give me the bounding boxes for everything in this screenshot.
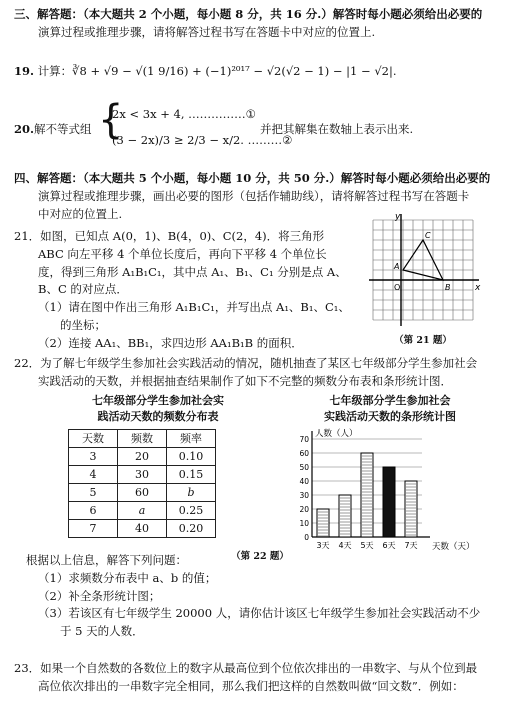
- header-days: 天数: [69, 429, 118, 447]
- cell: 4: [69, 465, 118, 483]
- cell: 5: [69, 484, 118, 502]
- cell: a: [118, 502, 167, 520]
- x-tick-label: 4天: [338, 540, 352, 550]
- section-3-line1: 三、解答题：（本大题共 2 个小题，每小题 8 分，共 16 分.）解答时每小题必须给出必要的: [14, 7, 483, 21]
- point-a-label: A: [394, 262, 400, 271]
- y-tick-label: 60: [299, 448, 309, 458]
- table-row: [69, 502, 216, 520]
- q20-post: 并把其解集在数轴上表示出来.: [260, 122, 414, 136]
- q22-line2: 实践活动的天数，并根据抽查结果制作了如下不完整的频数分布表和条形统计图．: [38, 373, 452, 388]
- origin-label: O: [394, 283, 401, 292]
- q22-after: 根据以上信息，解答下列问题：: [26, 553, 187, 567]
- cell: 60: [118, 484, 167, 502]
- cell: 0.25: [167, 502, 216, 520]
- y-tick-label: 20: [299, 504, 309, 514]
- y-tick-label: 30: [299, 490, 309, 500]
- y-tick-label: 0: [304, 532, 309, 542]
- frequency-table-block: [68, 393, 248, 538]
- bar-7-days: [405, 481, 417, 537]
- question-23: [14, 660, 508, 696]
- cell: 30: [118, 465, 167, 483]
- question-21: [14, 228, 364, 353]
- table-header-row: [69, 429, 216, 447]
- x-axis-label: x: [475, 283, 481, 293]
- y-tick-label: 40: [299, 476, 309, 486]
- q22-sub3b: 于 5 天的人数．: [60, 624, 144, 639]
- question-20: [14, 97, 514, 156]
- x-tick-label: 3天: [316, 540, 330, 550]
- header-rate: 频率: [167, 429, 216, 447]
- chart-title-1: 七年级部分学生参加社会: [329, 394, 451, 407]
- section-3-line2: 演算过程或推理步骤，请将解答过程书写在答题卡中对应的位置上.: [38, 24, 376, 39]
- brace: {: [98, 97, 124, 143]
- point-b-label: B: [445, 283, 451, 292]
- y-axis-label: y: [395, 212, 401, 222]
- q22-sub1: （1）求频数分布表中 a、b 的值；: [38, 570, 217, 585]
- section-4-line3: 中对应的位置上.: [38, 206, 123, 221]
- table-title-1: 七年级部分学生参加社会实: [92, 394, 224, 407]
- q21-caption: （第 21 题）: [394, 334, 452, 346]
- q23-line1: 23．如果一个自然数的各数位上的数字从最高位到个位依次排出的一串数字、与从个位到最: [14, 661, 478, 675]
- q22-sub2: （2）补全条形统计图；: [38, 588, 161, 603]
- table-row: [69, 465, 216, 483]
- cell: 0.20: [167, 520, 216, 538]
- q21-figure: [363, 210, 513, 350]
- cell: 3: [69, 447, 118, 465]
- cell: 7: [69, 520, 118, 538]
- frequency-table: [68, 429, 216, 538]
- section-4-line1: 四、解答题：（本大题共 5 个小题，每小题 10 分，共 50 分.）解答时每小题必须给出必要的: [14, 171, 491, 185]
- bar-6-days: [383, 467, 395, 537]
- q20-eq1: 2x < 3x + 4, ……………①: [112, 107, 256, 121]
- y-tick-label: 70: [299, 434, 309, 444]
- x-tick-label: 7天: [404, 540, 418, 550]
- cell: 6: [69, 502, 118, 520]
- cell: 20: [118, 447, 167, 465]
- cell: 40: [118, 520, 167, 538]
- y-axis-title: 人数（人）: [315, 428, 358, 439]
- q21-line4: B、C 的对应点．: [38, 282, 128, 297]
- coordinate-grid: [363, 210, 483, 328]
- q21-line1: 21．如图，已知点 A(0，1)、B(4，0)、C(2，4)．将三角形: [14, 229, 325, 243]
- q21-line3: 度，得到三角形 A₁B₁C₁，其中点 A₁、B₁、C₁ 分别是点 A、: [38, 264, 347, 279]
- bar-chart-block: [290, 393, 510, 565]
- q20-prefix: 解不等式组: [34, 122, 92, 136]
- table-row: [69, 484, 216, 502]
- q23-line2: 高位依次排出的一串数字完全相同，那么我们把这样的自然数叫做“回文数”．例如：: [38, 678, 464, 693]
- q19-text: 计算：∛8 + √9 − √(1 9/16) + (−1)²⁰¹⁷ − √2(√2 − 1) − |1 − √2|.: [37, 64, 397, 78]
- q21-sub1: （1）请在图中作出三角形 A₁B₁C₁，并写出点 A₁、B₁、C₁、: [38, 300, 350, 315]
- q22-sub3: （3）若该区有七年级学生 20000 人，请你估计该区七年级学生参加社会实践活动不少: [38, 606, 481, 621]
- q19-number: 19.: [14, 64, 35, 78]
- q20-eq2: (3 − 2x)/3 ≥ 2/3 − x/2. ………②: [112, 133, 293, 147]
- bar-chart: [290, 425, 510, 555]
- section-3-header: [14, 6, 508, 42]
- cell: 0.10: [167, 447, 216, 465]
- cell: b: [167, 484, 216, 502]
- q22-caption: （第 22 题）: [231, 551, 289, 562]
- question-22: [14, 355, 508, 391]
- y-tick-label: 10: [299, 518, 309, 528]
- x-axis-title: 天数（天）: [432, 541, 475, 552]
- section-4-line2: 演算过程或推理步骤，画出必要的图形（包括作辅助线），请将解答过程书写在答题卡: [38, 188, 470, 203]
- q22-line1: 22．为了解七年级学生参加社会实践活动的情况，随机抽查了某区七年级部分学生参加社会: [14, 356, 478, 370]
- x-tick-label: 6天: [382, 540, 396, 550]
- cell: 0.15: [167, 465, 216, 483]
- question-19: [14, 63, 508, 81]
- chart-title-2: 实践活动天数的条形统计图: [324, 409, 456, 423]
- q21-sub1b: 的坐标；: [60, 318, 106, 333]
- header-count: 频数: [118, 429, 167, 447]
- table-row: [69, 520, 216, 538]
- y-tick-label: 50: [299, 462, 309, 472]
- table-row: [69, 447, 216, 465]
- q22-questions: [14, 552, 514, 641]
- q21-sub2: （2）连接 AA₁、BB₁，求四边形 AA₁B₁B 的面积．: [38, 335, 303, 350]
- q20-number: 20.: [14, 122, 35, 136]
- q21-line2: ABC 向左平移 4 个单位长度后，再向下平移 4 个单位长: [38, 246, 327, 261]
- x-tick-label: 5天: [360, 540, 374, 550]
- point-c-label: C: [425, 231, 431, 240]
- table-title-2: 践活动天数的频数分布表: [97, 409, 219, 423]
